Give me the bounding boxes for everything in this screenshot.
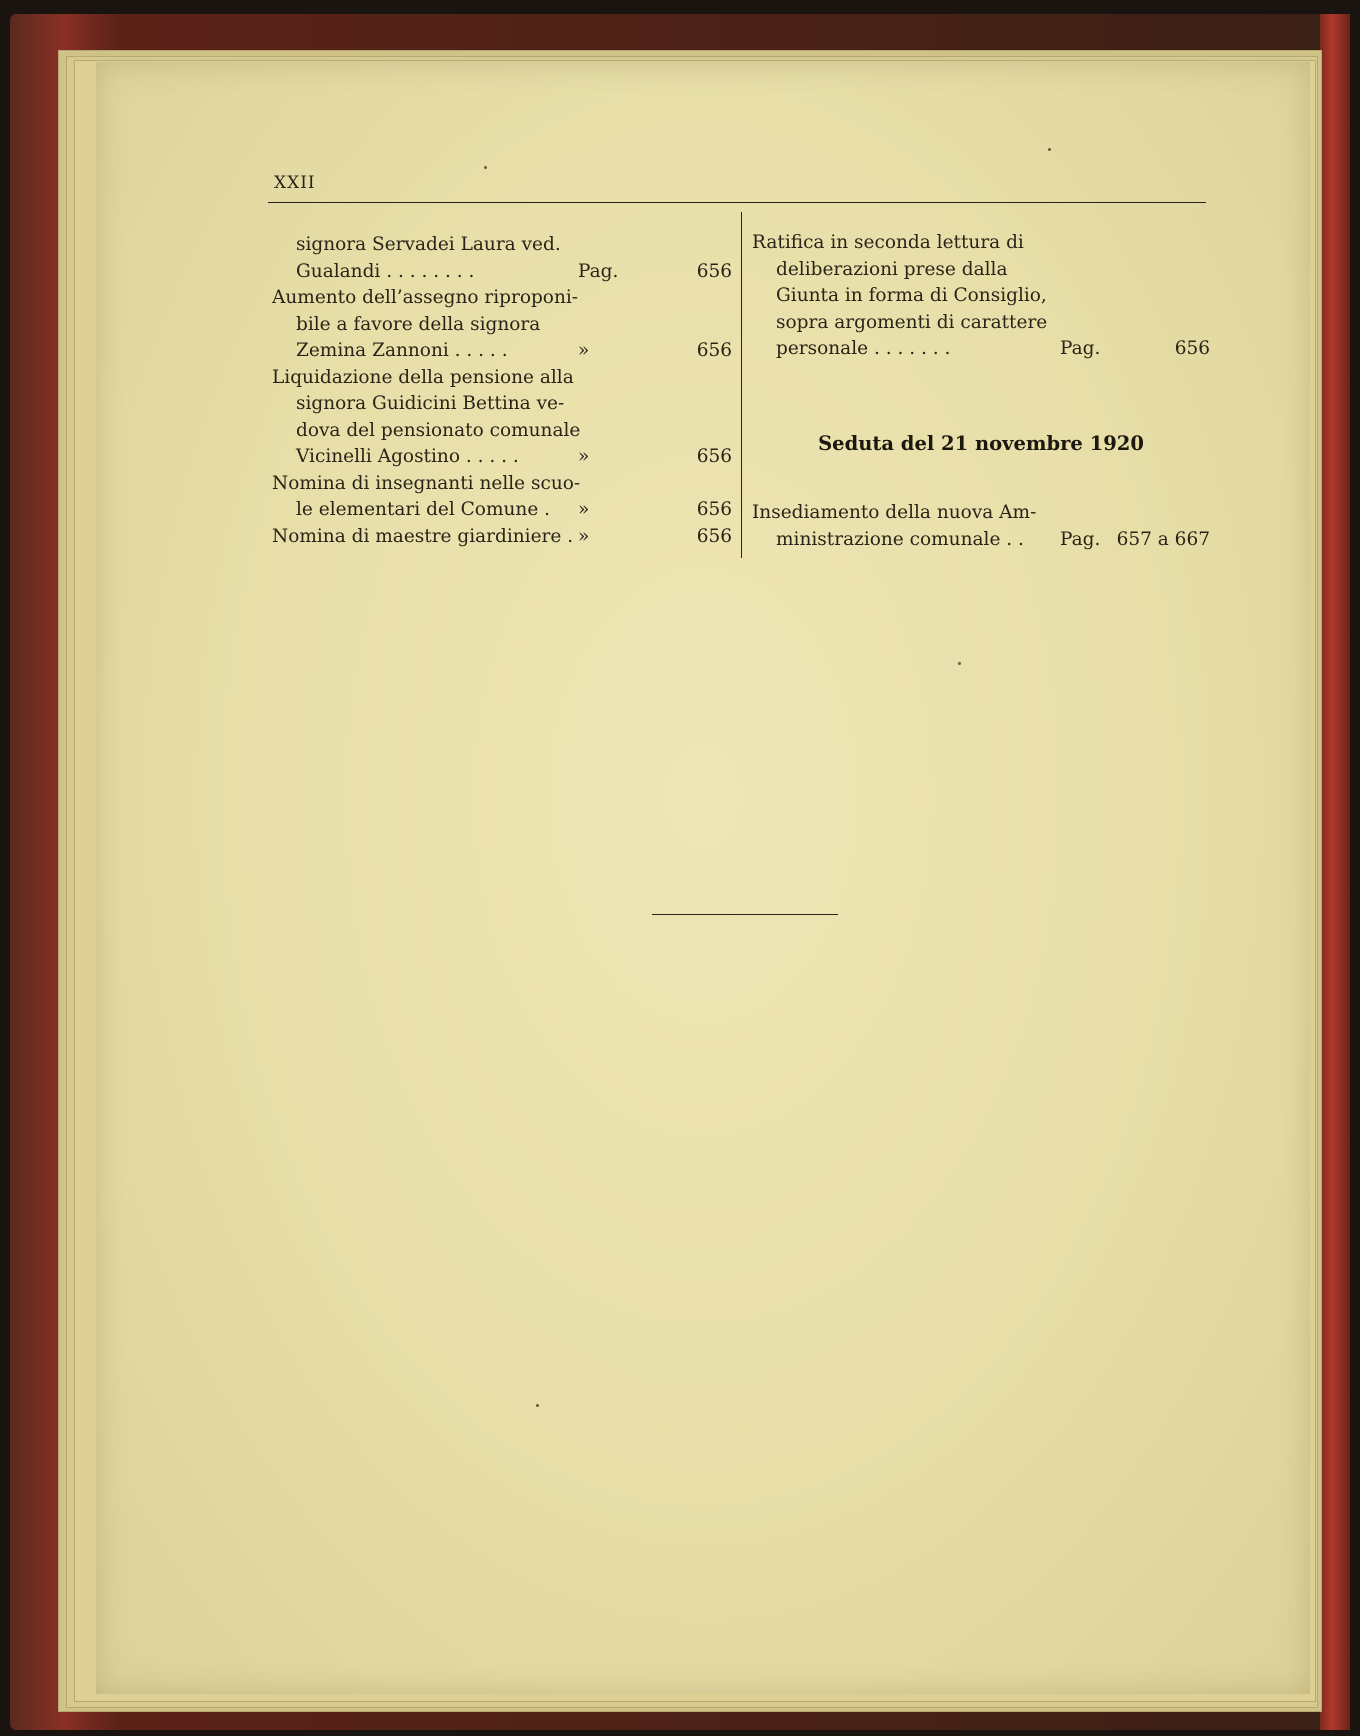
- page-label: Pag.: [578, 260, 619, 282]
- entry-text: personale . . . . . . .: [776, 338, 951, 359]
- entry-line: [272, 418, 732, 445]
- entry-line: [272, 338, 732, 365]
- entry-line: [272, 524, 732, 551]
- page-label: »: [578, 340, 590, 361]
- entry-text: le elementari del Comune .: [296, 499, 551, 520]
- paper-speck: [484, 166, 487, 169]
- index-right-column-section: [752, 500, 1210, 553]
- entry-text: ministrazione comunale . .: [776, 528, 1024, 550]
- page-reference: 656: [696, 499, 732, 520]
- end-rule: [652, 914, 838, 915]
- entry-line: [752, 310, 1210, 337]
- entry-line: [272, 232, 732, 259]
- entry-text: bile a favore della signora: [296, 313, 541, 335]
- entry-text: Gualandi . . . . . . . .: [296, 260, 475, 282]
- entry-text: sopra argomenti di carattere: [776, 311, 1048, 333]
- section-heading: Seduta del 21 novembre 1920: [818, 432, 1144, 455]
- index-entry: [272, 471, 732, 524]
- page-reference: 656: [696, 525, 732, 547]
- paper-speck: [1048, 148, 1051, 151]
- index-entry: [752, 500, 1210, 553]
- entry-line: [272, 285, 732, 312]
- page-label: Pag.: [1060, 528, 1101, 550]
- index-right-column: [752, 230, 1210, 363]
- index-entry: [272, 524, 732, 551]
- entry-text: Vicinelli Agostino . . . . .: [296, 446, 519, 467]
- page-label: »: [578, 446, 590, 467]
- entry-text: Insediamento della nuova Am-: [752, 502, 1037, 523]
- entry-line: [752, 527, 1210, 554]
- entry-text: Aumento dell’assegno riproponi-: [272, 287, 579, 308]
- entry-line: [272, 391, 732, 418]
- entry-text: Ratifica in seconda lettura di: [752, 232, 1024, 253]
- page-reference: 656: [696, 340, 732, 361]
- entry-text: deliberazioni prese dalla: [776, 258, 1008, 280]
- entry-text: Zemina Zannoni . . . . .: [296, 340, 508, 361]
- entry-text: Giunta in forma di Consiglio,: [776, 285, 1047, 306]
- index-entry: [752, 230, 1210, 363]
- entry-line: [752, 283, 1210, 310]
- index-left-column: [272, 232, 732, 550]
- entry-line: [752, 257, 1210, 284]
- index-entry: [272, 285, 732, 365]
- entry-line: [272, 444, 732, 471]
- entry-text: dova del pensionato comunale: [296, 419, 581, 441]
- entry-text: signora Servadei Laura ved.: [296, 234, 561, 255]
- entry-line: [752, 336, 1210, 363]
- entry-text: Nomina di insegnanti nelle scuo-: [272, 472, 581, 494]
- entry-line: [272, 365, 732, 392]
- column-divider: [741, 212, 742, 558]
- page-reference: 657 a 667: [1116, 528, 1210, 550]
- page-label: »: [578, 525, 590, 547]
- entry-line: [752, 500, 1210, 527]
- entry-line: [272, 471, 732, 498]
- page-label: Pag.: [1060, 338, 1101, 359]
- page-reference: 656: [1174, 338, 1210, 359]
- index-entry: [272, 365, 732, 471]
- entry-text: Nomina di maestre giardiniere .: [272, 525, 574, 547]
- entry-text: signora Guidicini Bettina ve-: [296, 393, 565, 414]
- entry-text: Liquidazione della pensione alla: [272, 366, 574, 388]
- entry-line: [272, 259, 732, 286]
- page-label: »: [578, 499, 590, 520]
- page-reference: 656: [696, 446, 732, 467]
- entry-line: [272, 497, 732, 524]
- page-number: XXII: [274, 173, 316, 193]
- paper-speck: [536, 1404, 539, 1407]
- entry-line: [752, 230, 1210, 257]
- index-entry: [272, 232, 732, 285]
- cover-edge: [1320, 14, 1350, 1730]
- header-rule: [268, 202, 1206, 203]
- page-reference: 656: [696, 260, 732, 282]
- entry-line: [272, 312, 732, 339]
- paper-speck: [958, 662, 961, 665]
